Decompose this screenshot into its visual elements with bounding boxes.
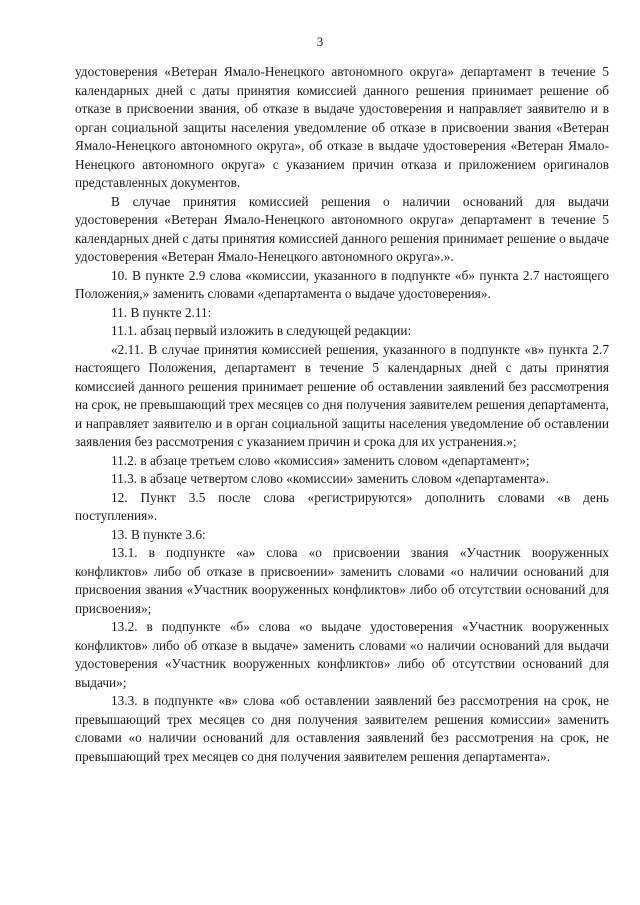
paragraph-item-13: 13. В пункте 3.6:	[111, 526, 206, 542]
paragraph-item-2-11-new-text: «2.11. В случае принятия комиссией решения, указанного в подпункте «в» пункта 2.7 настоящего Положения, департамент в течение 5 календарных дней с даты принятия комиссией данного решения принимает решение об оставлении заявлений без рассмотрения на срок, не превышающий трех месяцев со дня получения заявителем решения департамента, и направляет заявителю и в орган социальной защиты населения уведомление об оставлении заявления без рассмотрения с указанием причин и срока для их устранения.»;	[75, 341, 609, 449]
document-body	[75, 63, 609, 766]
paragraph-continuation: удостоверения «Ветеран Ямало-Ненецкого автономного округа» департамент в течение 5 календарных дней с даты принятия комиссией данного решения принимает решение об отказе в присвоении звания, об отказе в выдаче удостоверения и направляет заявителю и в орган социальной защиты населения уведомление об отказе в присвоении звания «Ветеран Ямало-Ненецкого автономного округа», об отказе в выдаче удостоверения «Ветеран Ямало-Ненецкого автономного округа» с указанием причин отказа и приложением оригиналов представленных документов.	[75, 64, 609, 190]
paragraph-item-13-3: 13.3. в подпункте «в» слова «об оставлении заявлений без рассмотрения на срок, не превышающий трех месяцев со дня получения заявителем решения комиссии» заменить словами «о наличии оснований для оставления заявлений без рассмотрения на срок, не превышающий трех месяцев со дня получения заявителем решения департамента».	[75, 693, 609, 764]
paragraph-item-13-1: 13.1. в подпункте «а» слова «о присвоении звания «Участник вооруженных конфликтов» либо об отказе в присвоении» заменить словами «о наличии оснований для присвоения звания «Участник вооруженных конфликтов» либо об отсутствии оснований для присвоения»;	[75, 545, 609, 616]
paragraph-item-11-1: 11.1. абзац первый изложить в следующей редакции:	[111, 323, 412, 338]
paragraph-item-13-2: 13.2. в подпункте «б» слова «о выдаче удостоверения «Участник вооруженных конфликтов» либо об отказе в выдаче» заменить словами «о наличии оснований для выдачи удостоверения «Участник вооруженных конфликтов» либо об отсутствии оснований для выдачи»;	[75, 619, 609, 690]
page-number: 3	[316, 34, 324, 49]
paragraph-item-11-2: 11.2. в абзаце третьем слово «комиссия» заменить словом «департамент»;	[111, 452, 530, 468]
paragraph-item-11: 11. В пункте 2.11:	[111, 304, 212, 320]
paragraph-issuance-decision: В случае принятия комиссией решения о наличии оснований для выдачи удостоверения «Ветеран Ямало-Ненецкого автономного округа» департамент в течение 5 календарных дней с даты принятия комиссией данного решения принимает решение о выдаче удостоверения «Ветеран Ямало-Ненецкого автономного округа».».	[75, 193, 609, 264]
paragraph-item-11-3: 11.3. в абзаце четвертом слово «комиссии» заменить словом «департамента».	[111, 471, 550, 486]
paragraph-item-10: 10. В пункте 2.9 слова «комиссии, указанного в подпункте «б» пункта 2.7 настоящего Положения,» заменить словами «департамента о выдаче удостоверения».	[75, 267, 609, 301]
paragraph-item-12: 12. Пункт 3.5 после слова «регистрируются» дополнить словами «в день поступления».	[75, 489, 609, 523]
